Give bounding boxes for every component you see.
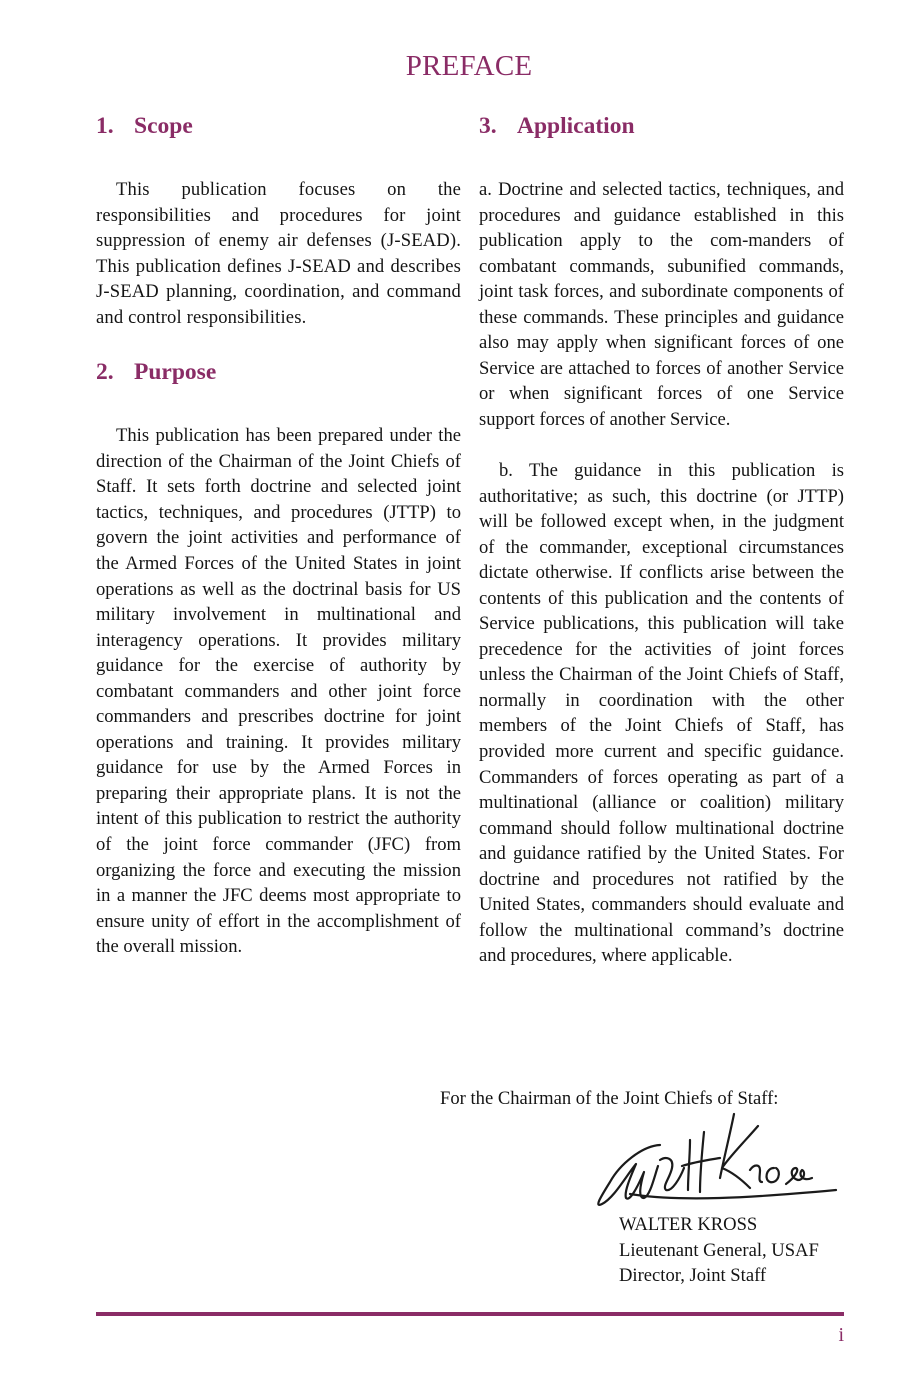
purpose-paragraph: This publication has been prepared under the direction of the Chairman of the Joint Chiefs of Staff. It sets forth doctrine and selected joint tactics, techniques, and procedures (JTTP) to govern the joint activities and performance of the Armed Forces of the United States in joint operations as well as the doctrinal basis for US military involvement in multinational and interagency operations. It provides military guidance for the exercise of authority by combatant commanders and other joint force commanders and prescribes doctrine for joint operations and training. It provides military guidance for use by the Armed Forces in preparing their appropriate plans. It is not the intent of this publication to restrict the authority of the joint force commander (JFC) from organizing the force and executing the mission in a manner the JFC deems most appropriate to ensure unity of effort in the accomplishment of the overall mission. <box>96 425 461 958</box>
left-column <box>96 110 461 960</box>
application-heading-title: Application <box>517 113 635 139</box>
application-paragraph-b: b. The guidance in this publication is authoritative; as such, this doctrine (or JTTP) will be followed except when, in the judgment of the commander, exceptional circumstances dictate otherwise. If conflicts arise between the contents of this publication and the contents of Service publications, this publication will take precedence for the activities of joint forces unless the Chairman of the Joint Chiefs of Staff, normally in coordination with the other members of the Joint Chiefs of Staff, has provided more current and specific guidance. Commanders of forces operating as part of a multinational (alliance or coalition) military command should follow multinational doctrine and guidance ratified by the United States. For doctrine and procedures not ratified by the United States, commanders should evaluate and follow the multinational command’s doctrine and procedures, where applicable. <box>479 460 844 967</box>
application-heading <box>479 110 844 142</box>
application-heading-number: 3. <box>479 113 497 139</box>
page-title: PREFACE <box>405 50 533 82</box>
signature-image <box>590 1112 840 1212</box>
application-paragraph-a: a. Doctrine and selected tactics, techniques, and procedures and guidance established in this publication apply to the com-manders of combatant commands, subunified commands, joint task forces, and subordinate components of these commands. These principles and guidance also may apply when significant forces of one Service are attached to forces of another Service or when significant forces of one Service support forces of another Service. <box>479 179 844 430</box>
signatory-rank: Lieutenant General, USAF <box>619 1239 819 1261</box>
closing-line: For the Chairman of the Joint Chiefs of Staff: <box>440 1088 779 1109</box>
right-column <box>479 110 844 969</box>
scope-paragraph: This publication focuses on the responsibilities and procedures for joint suppression of enemy air defenses (J-SEAD). This publication defines J-SEAD and describes J-SEAD planning, coordination, and command and control responsibilities. <box>96 179 461 328</box>
scope-heading <box>96 110 461 142</box>
signature-block <box>619 1212 819 1289</box>
signatory-name: WALTER KROSS <box>619 1214 758 1235</box>
purpose-heading <box>96 356 461 388</box>
footer-rule <box>96 1312 844 1316</box>
page-number: i <box>838 1324 844 1346</box>
signatory-position: Director, Joint Staff <box>619 1265 767 1286</box>
purpose-heading-title: Purpose <box>134 359 217 386</box>
purpose-heading-number: 2. <box>96 359 114 386</box>
scope-heading-title: Scope <box>134 113 193 139</box>
scope-heading-number: 1. <box>96 113 114 139</box>
